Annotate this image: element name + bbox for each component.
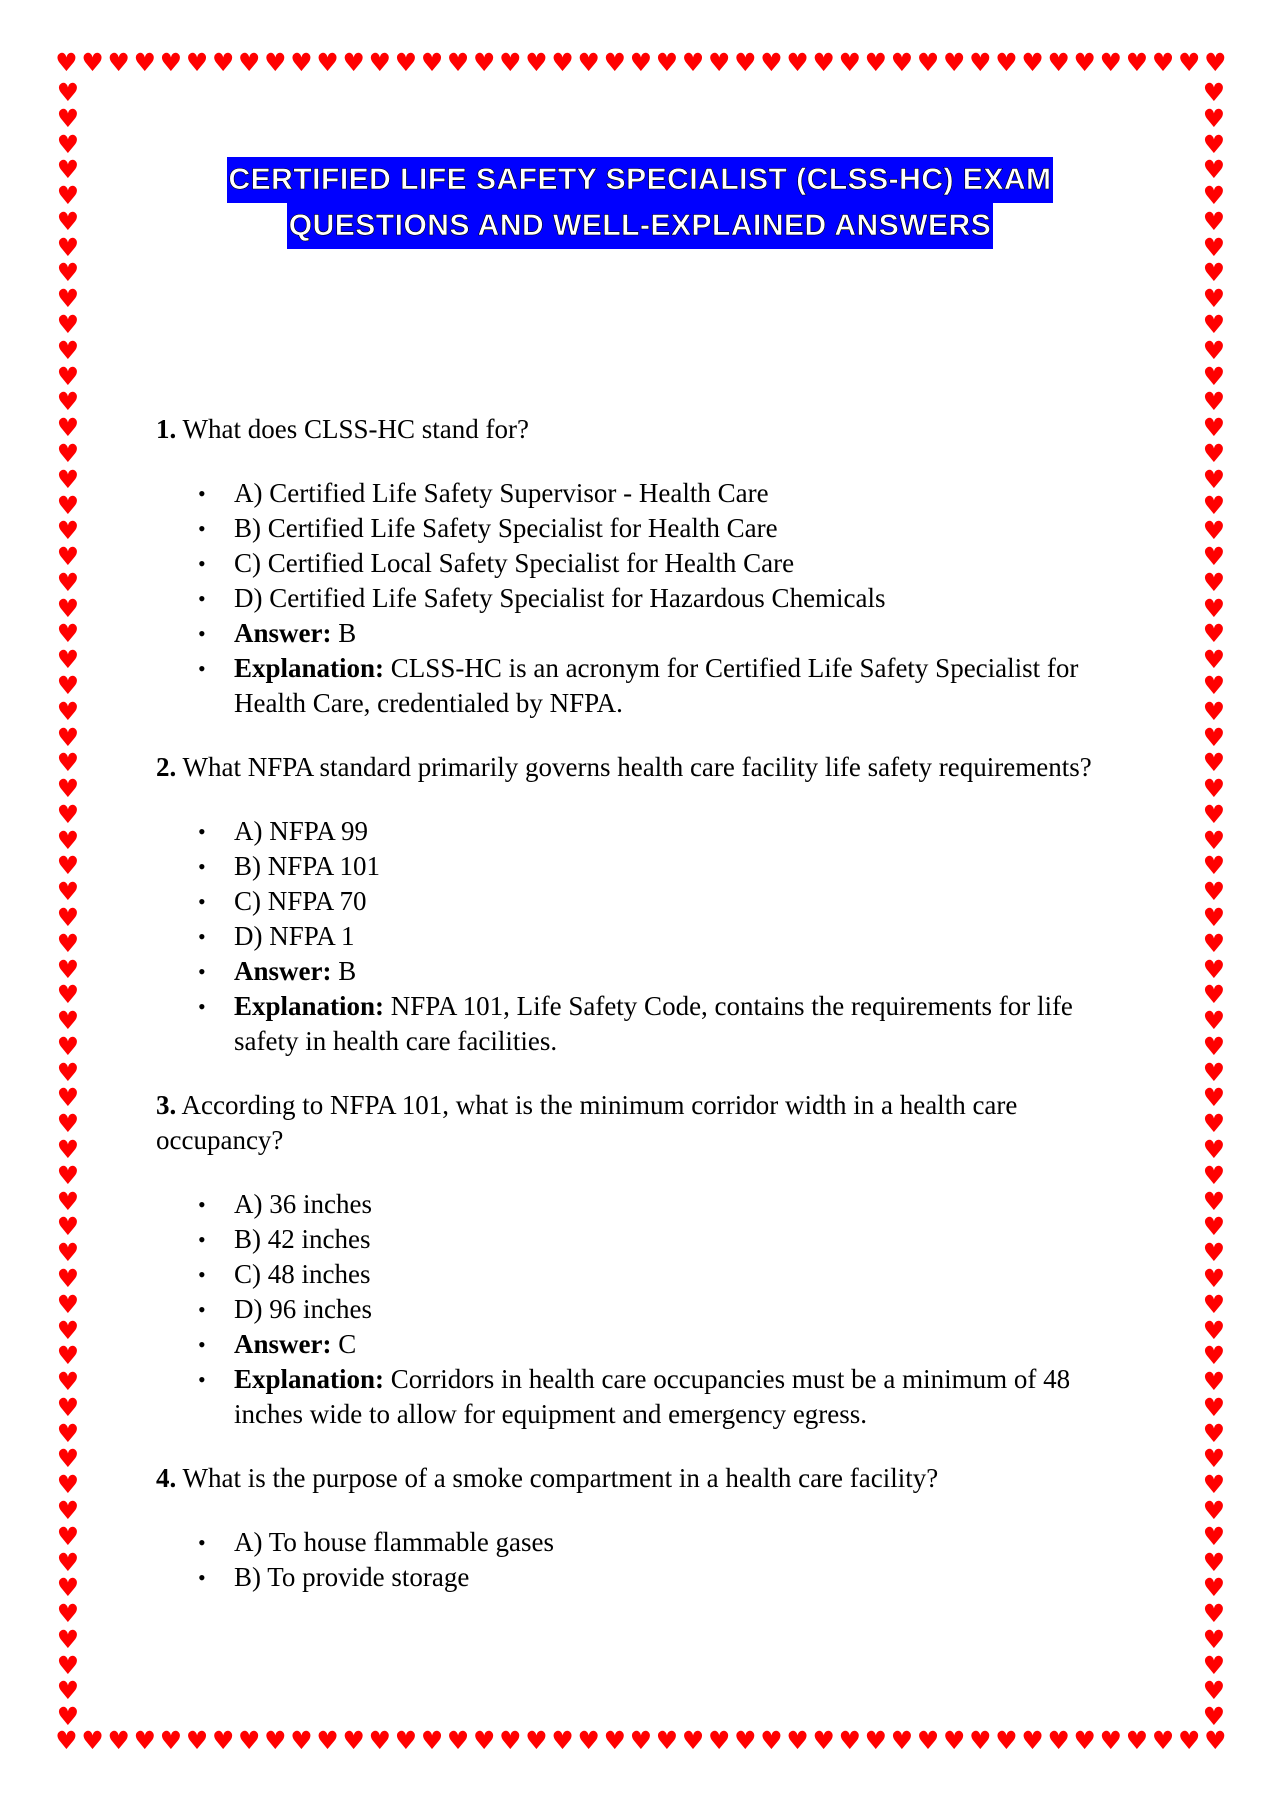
- heart-icon: ♥: [1202, 954, 1226, 984]
- heart-icon: ♥: [1202, 335, 1226, 365]
- heart-icon: ♥: [56, 1547, 80, 1577]
- heart-icon: ♥: [1202, 619, 1226, 649]
- options-list-4: [156, 1525, 1136, 1595]
- heart-icon: ♥: [238, 1728, 261, 1755]
- heart-icon: ♥: [1099, 1728, 1123, 1755]
- heart-icon: ♥: [56, 1057, 80, 1087]
- heart-icon: ♥: [1202, 542, 1226, 572]
- heart-icon: ♥: [1202, 1083, 1226, 1113]
- heart-icon: ♥: [551, 50, 574, 77]
- question-number: 4.: [156, 1463, 177, 1493]
- heart-icon: ♥: [394, 1728, 418, 1755]
- heart-icon: ♥: [56, 387, 80, 417]
- heart-icon: ♥: [1177, 50, 1201, 77]
- heart-icon: ♥: [760, 1728, 783, 1755]
- heart-icon: ♥: [943, 50, 966, 77]
- heart-icon: ♥: [1202, 129, 1226, 159]
- heart-icon: ♥: [1202, 1521, 1226, 1551]
- heart-icon: ♥: [56, 645, 80, 675]
- heart-icon: ♥: [1202, 1315, 1226, 1345]
- heart-icon: ♥: [133, 1728, 157, 1755]
- question-block-2: [156, 750, 1136, 1059]
- heart-icon: ♥: [1202, 1135, 1226, 1165]
- heart-icon: ♥: [56, 361, 80, 391]
- heart-icon: ♥: [290, 1728, 313, 1755]
- options-list-3: [156, 1187, 1136, 1432]
- question-number: 3.: [156, 1090, 177, 1120]
- heart-icon: ♥: [211, 50, 235, 77]
- heart-icon: ♥: [1202, 1599, 1226, 1629]
- heart-icon: ♥: [56, 542, 80, 572]
- heart-icon: ♥: [81, 1728, 104, 1755]
- heart-icon: ♥: [56, 980, 80, 1010]
- heart-icon: ♥: [577, 50, 600, 77]
- heart-icon: ♥: [1073, 50, 1096, 77]
- heart-icon: ♥: [473, 1728, 496, 1755]
- heart-icon: ♥: [446, 50, 470, 77]
- heart-icon: ♥: [1202, 1006, 1226, 1036]
- heart-icon: ♥: [56, 516, 80, 546]
- option-item: • B) 42 inches: [234, 1222, 1136, 1257]
- heart-icon: ♥: [1202, 825, 1226, 855]
- heart-border-right: [1200, 80, 1228, 1730]
- heart-icon: ♥: [1125, 50, 1149, 77]
- heart-icon: ♥: [56, 1031, 80, 1061]
- heart-icon: ♥: [107, 1728, 130, 1755]
- explanation-text: CLSS-HC is an acronym for Certified Life Safety Specialist for Health Care, credentialed by NFPA.: [234, 653, 1079, 718]
- heart-icon: ♥: [1202, 851, 1226, 881]
- option-item: • B) Certified Life Safety Specialist for Health Care: [234, 511, 1136, 546]
- explanation-label: Explanation:: [234, 1364, 385, 1394]
- explanation-label: Explanation:: [234, 653, 385, 683]
- heart-icon: ♥: [81, 50, 104, 77]
- heart-icon: ♥: [56, 1135, 80, 1165]
- heart-icon: ♥: [446, 1728, 470, 1755]
- heart-icon: ♥: [890, 50, 914, 77]
- heart-icon: ♥: [1099, 50, 1123, 77]
- heart-icon: ♥: [1202, 1418, 1226, 1448]
- heart-icon: ♥: [1202, 1186, 1226, 1216]
- heart-border-top: [54, 50, 1228, 78]
- heart-icon: ♥: [56, 670, 80, 700]
- explanation-label: Explanation:: [234, 991, 385, 1021]
- heart-icon: ♥: [56, 206, 80, 236]
- heart-icon: ♥: [603, 1728, 626, 1755]
- heart-icon: ♥: [56, 129, 80, 159]
- heart-icon: ♥: [368, 50, 392, 77]
- option-item: • D) NFPA 1: [234, 919, 1136, 954]
- heart-icon: ♥: [420, 50, 444, 77]
- heart-icon: ♥: [1202, 1392, 1226, 1422]
- heart-icon: ♥: [708, 1728, 731, 1755]
- explanation-item: [234, 989, 1136, 1059]
- heart-icon: ♥: [107, 50, 130, 77]
- heart-icon: ♥: [655, 50, 679, 77]
- answer-value: B: [338, 956, 357, 986]
- question-text: What NFPA standard primarily governs health care facility life safety requirements?: [182, 752, 1092, 782]
- heart-icon: ♥: [185, 1728, 209, 1755]
- heart-icon: ♥: [1202, 980, 1226, 1010]
- heart-icon: ♥: [56, 825, 80, 855]
- heart-icon: ♥: [1202, 155, 1226, 185]
- heart-icon: ♥: [56, 1624, 80, 1654]
- heart-icon: ♥: [1202, 1031, 1226, 1061]
- heart-icon: ♥: [56, 774, 80, 804]
- heart-icon: ♥: [760, 50, 783, 77]
- heart-icon: ♥: [56, 1238, 80, 1268]
- heart-icon: ♥: [916, 1728, 940, 1755]
- heart-icon: ♥: [56, 1444, 80, 1474]
- heart-icon: ♥: [1202, 1109, 1226, 1139]
- option-item: • C) NFPA 70: [234, 884, 1136, 919]
- heart-icon: ♥: [56, 1650, 80, 1680]
- explanation-item: [234, 1362, 1136, 1432]
- option-item: • B) NFPA 101: [234, 849, 1136, 884]
- question-block-3: [156, 1088, 1136, 1432]
- heart-icon: ♥: [56, 1495, 80, 1525]
- heart-icon: ♥: [56, 413, 80, 443]
- heart-icon: ♥: [316, 1728, 339, 1755]
- explanation-text: Corridors in health care occupancies must be a minimum of 48 inches wide to allow for equipment and emergency egress.: [234, 1364, 1071, 1429]
- heart-icon: ♥: [56, 464, 80, 494]
- heart-icon: ♥: [56, 928, 80, 958]
- heart-icon: ♥: [264, 1728, 287, 1755]
- explanation-text: NFPA 101, Life Safety Code, contains the requirements for life safety in health care facilities.: [234, 991, 1073, 1056]
- heart-icon: ♥: [56, 593, 80, 623]
- heart-icon: ♥: [1202, 1624, 1226, 1654]
- answer-item: [234, 616, 1136, 651]
- heart-icon: ♥: [56, 1573, 80, 1603]
- question-block-1: [156, 412, 1136, 721]
- heart-icon: ♥: [55, 50, 78, 77]
- option-item: • D) Certified Life Safety Specialist for Hazardous Chemicals: [234, 581, 1136, 616]
- answer-item: [234, 1327, 1136, 1362]
- option-item: • C) Certified Local Safety Specialist for Health Care: [234, 546, 1136, 581]
- heart-icon: ♥: [56, 567, 80, 597]
- heart-icon: ♥: [1204, 1728, 1227, 1755]
- heart-icon: ♥: [916, 50, 940, 77]
- heart-icon: ♥: [56, 722, 80, 752]
- heart-icon: ♥: [368, 1728, 392, 1755]
- heart-icon: ♥: [264, 50, 287, 77]
- heart-icon: ♥: [864, 1728, 888, 1755]
- heart-icon: ♥: [56, 80, 80, 107]
- heart-icon: ♥: [655, 1728, 679, 1755]
- question-number: 2.: [156, 752, 177, 782]
- heart-icon: ♥: [56, 1470, 80, 1500]
- heart-icon: ♥: [629, 1728, 653, 1755]
- heart-icon: ♥: [1202, 438, 1226, 468]
- question-4: [156, 1461, 1136, 1496]
- heart-icon: ♥: [56, 619, 80, 649]
- answer-label: Answer:: [234, 956, 332, 986]
- heart-icon: ♥: [56, 490, 80, 520]
- heart-icon: ♥: [838, 50, 861, 77]
- heart-icon: ♥: [1202, 1263, 1226, 1293]
- questions-list: [156, 412, 1136, 1624]
- heart-icon: ♥: [56, 1083, 80, 1113]
- heart-icon: ♥: [969, 50, 992, 77]
- heart-icon: ♥: [159, 50, 183, 77]
- heart-icon: ♥: [1125, 1728, 1149, 1755]
- heart-icon: ♥: [1202, 464, 1226, 494]
- heart-icon: ♥: [681, 1728, 705, 1755]
- heart-icon: ♥: [473, 50, 496, 77]
- heart-icon: ♥: [1202, 1573, 1226, 1603]
- heart-icon: ♥: [56, 799, 80, 829]
- answer-label: Answer:: [234, 618, 332, 648]
- question-text: According to NFPA 101, what is the minimum corridor width in a health care occupancy?: [156, 1090, 1018, 1155]
- heart-icon: ♥: [1202, 232, 1226, 262]
- heart-icon: ♥: [499, 50, 522, 77]
- heart-icon: ♥: [1177, 1728, 1201, 1755]
- heart-icon: ♥: [1047, 1728, 1070, 1755]
- heart-icon: ♥: [1202, 1367, 1226, 1397]
- answer-item: [234, 954, 1136, 989]
- heart-icon: ♥: [394, 50, 418, 77]
- heart-icon: ♥: [56, 258, 80, 288]
- options-list-1: [156, 476, 1136, 721]
- heart-icon: ♥: [499, 1728, 522, 1755]
- heart-icon: ♥: [1202, 1341, 1226, 1371]
- heart-icon: ♥: [1202, 1495, 1226, 1525]
- title-line-1: CERTIFIED LIFE SAFETY SPECIALIST (CLSS-HC) EXAM: [227, 157, 1054, 203]
- heart-icon: ♥: [56, 1418, 80, 1448]
- heart-icon: ♥: [1202, 928, 1226, 958]
- heart-icon: ♥: [1202, 567, 1226, 597]
- heart-border-left: [54, 80, 82, 1730]
- heart-icon: ♥: [1021, 1728, 1044, 1755]
- heart-icon: ♥: [1151, 50, 1175, 77]
- answer-value: C: [338, 1329, 357, 1359]
- heart-icon: ♥: [56, 1676, 80, 1706]
- heart-border-bottom: [54, 1728, 1228, 1756]
- question-number: 1.: [156, 414, 177, 444]
- heart-icon: ♥: [56, 748, 80, 778]
- title-line-2: QUESTIONS AND WELL-EXPLAINED ANSWERS: [287, 203, 993, 249]
- heart-icon: ♥: [681, 50, 705, 77]
- heart-icon: ♥: [995, 1728, 1018, 1755]
- heart-icon: ♥: [1202, 258, 1226, 288]
- option-item: • D) 96 inches: [234, 1292, 1136, 1327]
- question-text: What does CLSS-HC stand for?: [182, 414, 529, 444]
- heart-icon: ♥: [1202, 181, 1226, 211]
- heart-icon: ♥: [342, 1728, 365, 1755]
- heart-icon: ♥: [238, 50, 261, 77]
- heart-icon: ♥: [1202, 1444, 1226, 1474]
- heart-icon: ♥: [342, 50, 365, 77]
- heart-icon: ♥: [708, 50, 731, 77]
- heart-icon: ♥: [812, 1728, 835, 1755]
- heart-icon: ♥: [943, 1728, 966, 1755]
- heart-icon: ♥: [56, 1212, 80, 1242]
- heart-icon: ♥: [786, 50, 809, 77]
- heart-icon: ♥: [185, 50, 209, 77]
- option-item: • C) 48 inches: [234, 1257, 1136, 1292]
- heart-icon: ♥: [1202, 1650, 1226, 1680]
- heart-icon: ♥: [786, 1728, 809, 1755]
- heart-icon: ♥: [56, 1341, 80, 1371]
- question-3: [156, 1088, 1136, 1158]
- heart-icon: ♥: [56, 851, 80, 881]
- heart-icon: ♥: [1202, 903, 1226, 932]
- heart-icon: ♥: [1202, 1057, 1226, 1087]
- heart-icon: ♥: [56, 903, 80, 932]
- question-text: What is the purpose of a smoke compartment in a health care facility?: [182, 1463, 939, 1493]
- heart-icon: ♥: [1202, 593, 1226, 623]
- heart-icon: ♥: [1202, 1160, 1226, 1190]
- heart-icon: ♥: [56, 1521, 80, 1551]
- heart-icon: ♥: [1202, 206, 1226, 236]
- heart-icon: ♥: [734, 1728, 757, 1755]
- heart-icon: ♥: [56, 1160, 80, 1190]
- heart-icon: ♥: [551, 1728, 574, 1755]
- heart-icon: ♥: [56, 284, 80, 314]
- heart-icon: ♥: [1021, 50, 1044, 77]
- heart-icon: ♥: [56, 1392, 80, 1422]
- heart-icon: ♥: [1202, 1238, 1226, 1268]
- heart-icon: ♥: [1202, 645, 1226, 675]
- question-2: [156, 750, 1136, 785]
- option-item: • B) To provide storage: [234, 1560, 1136, 1595]
- heart-icon: ♥: [1202, 1289, 1226, 1319]
- heart-icon: ♥: [56, 181, 80, 211]
- heart-icon: ♥: [1202, 877, 1226, 907]
- question-block-4: [156, 1461, 1136, 1595]
- heart-icon: ♥: [56, 1186, 80, 1216]
- heart-icon: ♥: [56, 1006, 80, 1036]
- heart-icon: ♥: [1202, 696, 1226, 726]
- heart-icon: ♥: [56, 103, 80, 133]
- heart-icon: ♥: [56, 1109, 80, 1139]
- heart-icon: ♥: [56, 696, 80, 726]
- heart-icon: ♥: [629, 50, 653, 77]
- heart-icon: ♥: [56, 1315, 80, 1345]
- heart-icon: ♥: [525, 1728, 548, 1755]
- heart-icon: ♥: [1202, 310, 1226, 340]
- option-item: • A) NFPA 99: [234, 814, 1136, 849]
- document-title: [150, 157, 1130, 249]
- option-item: • A) Certified Life Safety Supervisor - Health Care: [234, 476, 1136, 511]
- heart-icon: ♥: [1202, 361, 1226, 391]
- heart-icon: ♥: [1202, 284, 1226, 314]
- heart-icon: ♥: [55, 1728, 78, 1755]
- heart-icon: ♥: [56, 335, 80, 365]
- heart-icon: ♥: [890, 1728, 914, 1755]
- heart-icon: ♥: [1202, 413, 1226, 443]
- heart-icon: ♥: [864, 50, 888, 77]
- heart-icon: ♥: [838, 1728, 861, 1755]
- options-list-2: [156, 814, 1136, 1059]
- heart-icon: ♥: [1047, 50, 1070, 77]
- heart-icon: ♥: [1202, 516, 1226, 546]
- heart-icon: ♥: [1202, 1212, 1226, 1242]
- heart-icon: ♥: [1202, 799, 1226, 829]
- heart-icon: ♥: [133, 50, 157, 77]
- heart-icon: ♥: [1202, 1676, 1226, 1706]
- heart-icon: ♥: [1202, 1547, 1226, 1577]
- heart-icon: ♥: [159, 1728, 183, 1755]
- heart-icon: ♥: [525, 50, 548, 77]
- heart-icon: ♥: [1202, 103, 1226, 133]
- option-item: • A) 36 inches: [234, 1187, 1136, 1222]
- heart-icon: ♥: [290, 50, 313, 77]
- heart-icon: ♥: [603, 50, 626, 77]
- heart-icon: ♥: [1202, 774, 1226, 804]
- heart-icon: ♥: [1202, 490, 1226, 520]
- heart-icon: ♥: [995, 50, 1018, 77]
- heart-icon: ♥: [1073, 1728, 1096, 1755]
- heart-icon: ♥: [56, 232, 80, 262]
- heart-icon: ♥: [56, 877, 80, 907]
- heart-icon: ♥: [734, 50, 757, 77]
- heart-icon: ♥: [1151, 1728, 1175, 1755]
- heart-icon: ♥: [812, 50, 835, 77]
- heart-icon: ♥: [56, 155, 80, 185]
- heart-icon: ♥: [969, 1728, 992, 1755]
- heart-icon: ♥: [56, 954, 80, 984]
- heart-icon: ♥: [56, 438, 80, 468]
- heart-icon: ♥: [56, 1599, 80, 1629]
- heart-icon: ♥: [1202, 722, 1226, 752]
- answer-value: B: [338, 618, 357, 648]
- heart-icon: ♥: [56, 1702, 80, 1730]
- heart-icon: ♥: [1202, 1702, 1226, 1730]
- option-item: • A) To house flammable gases: [234, 1525, 1136, 1560]
- explanation-item: [234, 651, 1136, 721]
- heart-icon: ♥: [1202, 80, 1226, 107]
- heart-icon: ♥: [211, 1728, 235, 1755]
- heart-icon: ♥: [56, 1289, 80, 1319]
- question-1: [156, 412, 1136, 447]
- heart-icon: ♥: [1204, 50, 1227, 77]
- heart-icon: ♥: [1202, 387, 1226, 417]
- heart-icon: ♥: [56, 1367, 80, 1397]
- heart-icon: ♥: [56, 310, 80, 340]
- heart-icon: ♥: [1202, 748, 1226, 778]
- heart-icon: ♥: [1202, 670, 1226, 700]
- heart-icon: ♥: [577, 1728, 600, 1755]
- heart-icon: ♥: [56, 1263, 80, 1293]
- heart-icon: ♥: [1202, 1470, 1226, 1500]
- heart-icon: ♥: [420, 1728, 444, 1755]
- heart-icon: ♥: [316, 50, 339, 77]
- answer-label: Answer:: [234, 1329, 332, 1359]
